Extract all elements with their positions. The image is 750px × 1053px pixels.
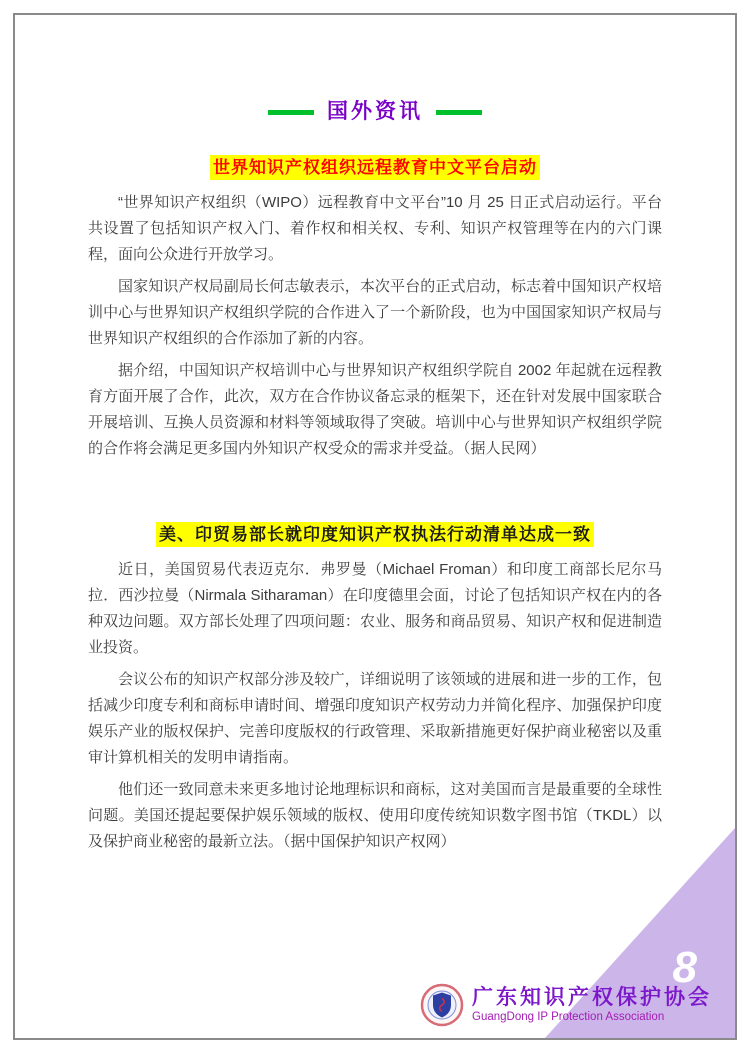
article-us-india-ip <box>15 522 735 855</box>
article-paragraph: 据介绍，中国知识产权培训中心与世界知识产权组织学院自 2002 年起就在远程教育方面开展了合作，此次，双方在合作协议备忘录的框架下，还在针对发展中国家联合开展培训、互换人员资源和材料等领域取得了突破。培训中心与世界知识产权组织学院的合作将会满足更多国内外知识产权受众的需求并受益。（据人民网） <box>88 362 662 457</box>
header-dash-right-icon <box>436 110 482 115</box>
article-title-row <box>88 522 662 547</box>
org-name-english: GuangDong IP Protection Association <box>472 1010 665 1023</box>
article-paragraph: 会议公布的知识产权部分涉及较广，详细说明了该领域的进展和进一步的工作，包括减少印度专利和商标申请时间、增强印度知识产权劳动力并简化程序、加强保护印度娱乐产业的版权保护、完善印度版权的行政管理、采取新措施更好保护商业秘密以及重审计算机相关的发明申请指南。 <box>88 671 662 766</box>
article-paragraph: “世界知识产权组织（WIPO）远程教育中文平台”10 月 25 日正式启动运行。平台共设置了包括知识产权入门、着作权和相关权、专利、知识产权管理等在内的六门课程，面向公众进行开放学习。 <box>88 194 662 263</box>
page-content-area <box>13 13 737 1040</box>
org-name-chinese: 广东知识产权保护协会 <box>472 985 712 1009</box>
article-paragraph: 近日，美国贸易代表迈克尔．弗罗曼（Michael Froman）和印度工商部长尼尔马拉．西沙拉曼（Nirmala Sitharaman）在印度德里会面，讨论了包括知识产权在内的各种双边问题。双方部长处理了四项问题：农业、服务和商品贸易、知识产权和促进制造业投资。 <box>88 561 662 656</box>
article-title: 世界知识产权组织远程教育中文平台启动 <box>210 155 540 180</box>
org-names <box>472 986 712 1025</box>
footer <box>420 983 712 1027</box>
article-paragraph: 他们还一致同意未来更多地讨论地理标识和商标，这对美国而言是最重要的全球性问题。美国还提起要保护娱乐领域的版权、使用印度传统知识数字图书馆（TKDL）以及保护商业秘密的最新立法。（据中国保护知识产权网） <box>88 781 662 850</box>
header-dash-left-icon <box>268 110 314 115</box>
article-paragraph: 国家知识产权局副局长何志敏表示，本次平台的正式启动，标志着中国知识产权培训中心与世界知识产权组织学院的合作进入了一个新阶段，也为中国国家知识产权局与世界知识产权组织的合作添加了新的内容。 <box>88 278 662 347</box>
article-title-row <box>88 155 662 180</box>
article-title: 美、印贸易部长就印度知识产权执法行动清单达成一致 <box>156 522 594 547</box>
section-header <box>15 99 735 125</box>
section-title: 国外资讯 <box>327 100 423 123</box>
page-number: 8 <box>672 943 697 992</box>
association-badge-icon <box>420 983 464 1027</box>
article-wipo-platform <box>15 155 735 462</box>
